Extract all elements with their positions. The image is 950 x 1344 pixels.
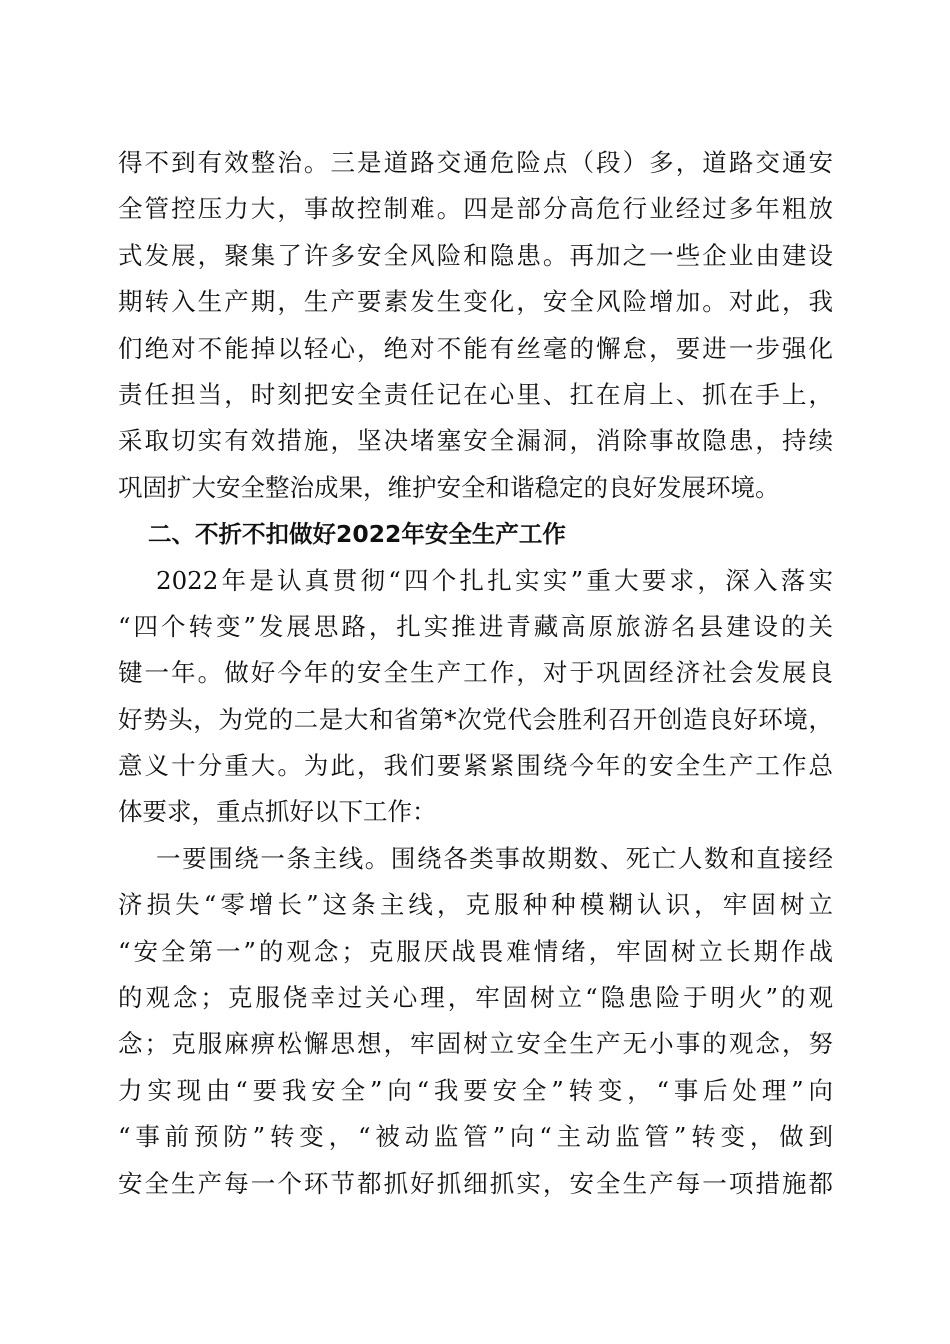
- paragraph-line: 责任担当，时刻把安全责任记在心里、扛在肩上、抓在手上，: [118, 379, 833, 409]
- paragraph-line: “四个转变”发展思路，扎实推进青藏高原旅游名县建设的关: [118, 611, 833, 641]
- section-heading: 二、不折不扣做好2022年安全生产工作: [148, 520, 566, 549]
- paragraph-line: 键一年。做好今年的安全生产工作，对于巩固经济社会发展良: [118, 658, 833, 688]
- paragraph-line: 们绝对不能掉以轻心，绝对不能有丝毫的懈怠，要进一步强化: [118, 333, 833, 363]
- paragraph-line: 2022年是认真贯彻“四个扎扎实实”重大要求，深入落实: [156, 565, 833, 595]
- paragraph-line: 体要求，重点抓好以下工作：: [118, 797, 437, 827]
- paragraph-line: 的观念；克服侥幸过关心理，牢固树立“隐患险于明火”的观: [118, 983, 833, 1013]
- paragraph-line: 力实现由“要我安全”向“我要安全”转变，“事后处理”向: [118, 1075, 833, 1105]
- paragraph-line: 意义十分重大。为此，我们要紧紧围绕今年的安全生产工作总: [118, 751, 833, 781]
- paragraph-line: 济损失“零增长”这条主线，克服种种模糊认识，牢固树立: [118, 890, 833, 920]
- paragraph-line: 采取切实有效措施，坚决堵塞安全漏洞，消除事故隐患，持续: [118, 426, 833, 456]
- paragraph-line: 一要围绕一条主线。围绕各类事故期数、死亡人数和直接经: [156, 843, 833, 873]
- paragraph-line: “事前预防”转变，“被动监管”向“主动监管”转变，做到: [118, 1122, 833, 1152]
- paragraph-line: 得不到有效整治。三是道路交通危险点（段）多，道路交通安: [118, 148, 833, 177]
- paragraph-line: 好势头，为党的二是大和省第*次党代会胜利召开创造良好环境，: [118, 704, 833, 734]
- paragraph-line: 巩固扩大安全整治成果，维护安全和谐稳定的良好发展环境。: [118, 472, 780, 502]
- paragraph-line: 念；克服麻痹松懈思想，牢固树立安全生产无小事的观念，努: [118, 1029, 833, 1059]
- paragraph-line: “安全第一”的观念；克服厌战畏难情绪，牢固树立长期作战: [118, 936, 833, 966]
- paragraph-line: 期转入生产期，生产要素发生变化，安全风险增加。对此，我: [118, 287, 833, 317]
- paragraph-line: 安全生产每一个环节都抓好抓细抓实，安全生产每一项措施都: [118, 1168, 833, 1198]
- document-body: [118, 140, 833, 1207]
- paragraph-line: 式发展，聚集了许多安全风险和隐患。再加之一些企业由建设: [118, 240, 833, 270]
- paragraph-line: 全管控压力大，事故控制难。四是部分高危行业经过多年粗放: [118, 194, 833, 224]
